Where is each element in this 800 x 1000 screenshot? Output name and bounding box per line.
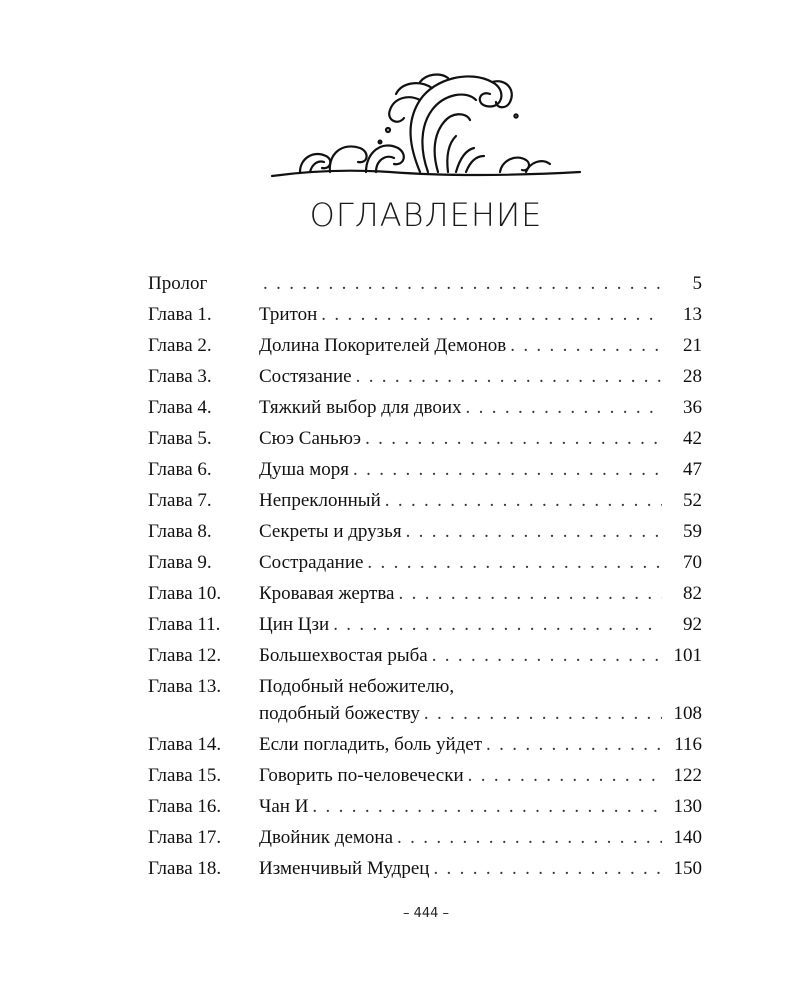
leader-dots [486,729,662,760]
toc-entry[interactable] [148,822,702,853]
toc-title: Сюэ Саньюэ [259,428,362,449]
toc-page: 13 [683,304,702,325]
toc-page: 140 [673,827,702,848]
toc-label: Глава 14. [148,734,222,755]
toc-page: 42 [683,428,702,449]
toc-title: Долина Покорителей Демонов [259,335,507,356]
toc-label: Глава 11. [148,614,221,635]
toc-title: Душа моря [259,459,350,480]
toc-label: Глава 17. [148,827,222,848]
toc-page: 28 [683,366,702,387]
toc-label: Пролог [148,273,208,294]
toc-label: Глава 3. [148,366,212,387]
leader-dots [356,361,662,392]
toc-title: Говорить по-человечески [259,765,464,786]
toc-page: 21 [683,335,702,356]
leader-dots [321,299,662,330]
toc-entry[interactable] [148,578,702,609]
wave-ornament-icon [270,68,582,180]
leader-dots [466,392,662,423]
toc-page: 101 [673,645,702,666]
toc-entry[interactable] [148,392,702,423]
leader-dots [385,485,662,516]
leader-dots [424,700,662,727]
toc-title: Большехвостая рыба [259,645,428,666]
toc-page: 130 [673,796,702,817]
toc-page: 47 [683,459,702,480]
toc-label: Глава 10. [148,583,222,604]
page-title: ОГЛАВЛЕНИЕ [309,196,543,234]
toc-page: 59 [683,521,702,542]
toc-entry[interactable] [148,485,702,516]
toc-entry[interactable] [148,361,702,392]
toc-title: Цин Цзи [259,614,330,635]
toc-page: 108 [673,703,702,724]
toc-page: 5 [692,273,702,294]
leader-dots [399,578,663,609]
toc-entry[interactable] [148,729,702,760]
toc-title: Если погладить, боль уйдет [259,734,483,755]
toc-label: Глава 6. [148,459,212,480]
toc-entry[interactable] [148,640,702,671]
page-number: – 444 – [402,906,450,921]
toc-title: Состязание [259,366,352,387]
toc-title: Тяжкий выбор для двоих [259,397,462,418]
toc-label: Глава 13. [148,676,222,697]
toc-title: Сострадание [259,552,364,573]
toc-label: Глава 8. [148,521,212,542]
toc-label: Глава 12. [148,645,222,666]
leader-dots [433,853,662,884]
toc-entry[interactable] [148,299,702,330]
toc-entry[interactable] [148,760,702,791]
leader-dots [432,640,662,671]
toc-page: 36 [683,397,702,418]
leader-dots [367,547,662,578]
toc-entry[interactable] [148,423,702,454]
toc-label: Глава 5. [148,428,212,449]
toc-label: Глава 16. [148,796,222,817]
toc-entry[interactable] [148,791,702,822]
toc-entry[interactable] [148,673,702,727]
leader-dots [312,791,662,822]
toc-entry[interactable] [148,547,702,578]
toc-page: 122 [673,765,702,786]
toc-title: Изменчивый Мудрец [259,858,430,879]
toc-page: 82 [683,583,702,604]
leader-dots [333,609,662,640]
toc-entry[interactable] [148,330,702,361]
toc-title-line1: Подобный небожителю, [259,676,455,697]
toc-label: Глава 4. [148,397,212,418]
leader-dots [365,423,662,454]
leader-dots [263,268,662,299]
toc-title: Непреклонный [259,490,381,511]
toc-entry[interactable] [148,853,702,884]
toc-entry[interactable] [148,516,702,547]
toc-page: 92 [683,614,702,635]
toc-entry[interactable] [148,268,702,299]
toc-title: Двойник демона [259,827,394,848]
leader-dots [353,454,662,485]
toc-label: Глава 9. [148,552,212,573]
toc-page: 116 [674,734,702,755]
toc-page: 70 [683,552,702,573]
leader-dots [510,330,662,361]
toc-label: Глава 1. [148,304,212,325]
toc-label: Глава 18. [148,858,222,879]
leader-dots [406,516,662,547]
toc-title: Секреты и друзья [259,521,402,542]
toc-entry[interactable] [148,454,702,485]
toc-title: Тритон [259,304,318,325]
leader-dots [468,760,662,791]
toc-page: 150 [673,858,702,879]
toc-page: 52 [683,490,702,511]
toc-label: Глава 7. [148,490,212,511]
toc-title: Кровавая жертва [259,583,395,604]
toc-title: подобный божеству [259,703,420,724]
leader-dots [397,822,662,853]
toc-entry[interactable] [148,609,702,640]
toc-title: Чан И [259,796,309,817]
table-of-contents [148,268,702,884]
toc-label: Глава 15. [148,765,222,786]
toc-label: Глава 2. [148,335,212,356]
